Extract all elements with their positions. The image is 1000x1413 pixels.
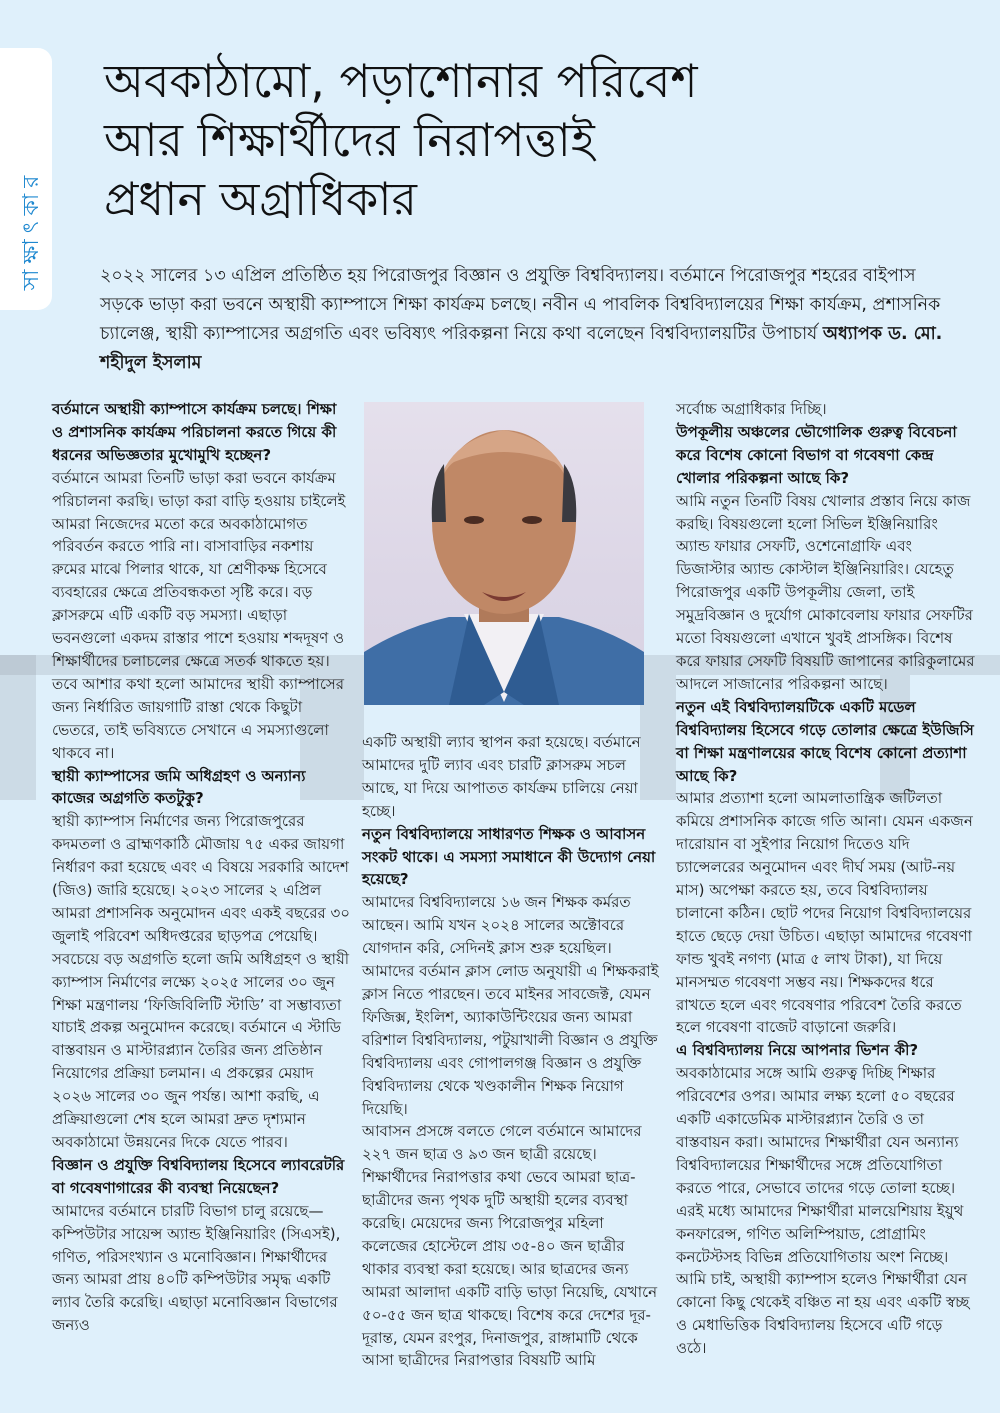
answer: বর্তমানে আমরা তিনটি ভাড়া করা ভবনে কার্যক্রম পরিচালনা করছি। ভাড়া করা বাড়ি হওয়ায় চাইলেই আমরা নিজেদের মতো করে অবকাঠামোগত পরিবর্তন করতে পারি না। বাসাবাড়ির নকশায় রুমের মাঝে পিলার থাকে, যা শ্রেণীকক্ষ হিসেবে ব্যবহারের ক্ষেত্রে প্রতিবন্ধকতা সৃষ্টি করে। বড় ক্লাসরুমে এটি একটি বড় সমস্যা। এছাড়া ভবনগুলো একদম রাস্তার পাশে হওয়ায় শব্দদূষণ ও শিক্ষার্থীদের চলাচলের ক্ষেত্রে সতর্ক থাকতে হয়। তবে আশার কথা হলো আমাদের স্থায়ী ক্যাম্পাসের জন্য নির্ধারিত জায়গাটি রাস্তা থেকে কিছুটা ভেতরে, তাই ভবিষ্যতে সেখানে এ সমস্যাগুলো থাকবে না।	[52, 468, 346, 762]
answer: স্থায়ী ক্যাম্পাস নির্মাণের জন্য পিরোজপুরের কদমতলা ও ব্রাহ্মণকাঠি মৌজায় ৭৫ একর জায়গা নির্ধারণ করা হয়েছে এবং এ বিষয়ে সরকারি আদেশ (জিও) জারি হয়েছে। ২০২৩ সালের ২ এপ্রিল আমরা প্রশাসনিক অনুমোদন এবং একই বছরের ৩০ জুলাই পরিবেশ অধিদপ্তরের ছাড়পত্র পেয়েছি।	[52, 812, 350, 945]
intro-text: ২০২২ সালের ১৩ এপ্রিল প্রতিষ্ঠিত হয় পিরোজপুর বিজ্ঞান ও প্রযুক্তি বিশ্ববিদ্যালয়। বর্তমানে পিরোজপুর শহরের বাইপাস সড়কে ভাড়া করা ভবনে অস্থায়ী ক্যাম্পাসে শিক্ষা কার্যক্রম চলছে। নবীন এ পাবলিক বিশ্ববিদ্যালয়ের শিক্ষা কার্যক্রম, প্রশাসনিক চ্যালেঞ্জ, স্থায়ী ক্যাম্পাসের অগ্রগতি এবং ভবিষ্যৎ পরিকল্পনা নিয়ে কথা বলেছেন বিশ্ববিদ্যালয়টির উপাচার্য	[100, 266, 941, 344]
question: বর্তমানে অস্থায়ী ক্যাম্পাসে কার্যক্রম চলছে। শিক্ষা ও প্রশাসনিক কার্যক্রম পরিচালনা করতে গিয়ে কী ধরনের অভিজ্ঞতার মুখোমুখি হচ্ছেন?	[52, 400, 337, 464]
answer: আবাসন প্রসঙ্গে বলতে গেলে বর্তমানে আমাদের ২২৭ জন ছাত্র ও ৯৩ জন ছাত্রী রয়েছে। শিক্ষার্থীদের নিরাপত্তার কথা ভেবে আমরা ছাত্র-ছাত্রীদের জন্য পৃথক দুটি অস্থায়ী হলের ব্যবস্থা করেছি। মেয়েদের জন্য পিরোজপুর মহিলা কলেজের হোস্টেলে প্রায় ৩৫-৪০ জন ছাত্রীর থাকার ব্যবস্থা করা হয়েছে। আর ছাত্রদের জন্য আমরা আলাদা একটি বাড়ি ভাড়া নিয়েছি, যেখানে ৫০-৫৫ জন ছাত্র থাকছে। বিশেষ করে দেশের দূর-দূরান্ত, যেমন রংপুর, দিনাজপুর, রাঙ্গামাটি থেকে আসা ছাত্রীদের নিরাপত্তার বিষয়টি আমি	[362, 1122, 658, 1370]
answer: আমি নতুন তিনটি বিষয় খোলার প্রস্তাব নিয়ে কাজ করছি। বিষয়গুলো হলো সিভিল ইঞ্জিনিয়ারিং অ্যান্ড ফায়ার সেফটি, ওশেনোগ্রাফি এবং ডিজাস্টার অ্যান্ড কোস্টাল ইঞ্জিনিয়ারিং। যেহেতু পিরোজপুর একটি উপকূলীয় জেলা, তাই সমুদ্রবিজ্ঞান ও দুর্যোগ মোকাবেলায় ফায়ার সেফটির মতো বিষয়গুলো এখানে খুবই প্রাসঙ্গিক। বিশেষ করে ফায়ার সেফটি বিষয়টি জাপানের কারিকুলামের আদলে সাজানোর পরিকল্পনা আছে।	[676, 491, 975, 693]
answer: আমাদের বিশ্ববিদ্যালয়ে ১৬ জন শিক্ষক কর্মরত আছেন। আমি যখন ২০২৪ সালের অক্টোবরে যোগদান করি, সেদিনই ক্লাস শুরু হয়েছিল। আমাদের বর্তমান ক্লাস লোড অনুযায়ী এ শিক্ষকরাই ক্লাস নিতে পারছেন। তবে মাইনর সাবজেক্ট, যেমন ফিজিক্স, ইংলিশ, অ্যাকাউন্টিংয়ের জন্য আমরা বরিশাল বিশ্ববিদ্যালয়, পটুয়াখালী বিজ্ঞান ও প্রযুক্তি বিশ্ববিদ্যালয় এবং গোপালগঞ্জ বিজ্ঞান ও প্রযুক্তি বিশ্ববিদ্যালয় থেকে খণ্ডকালীন শিক্ষক নিয়োগ দিয়েছি।	[362, 893, 659, 1118]
column-3	[676, 398, 976, 1360]
intro-paragraph	[100, 262, 960, 378]
section-label: সাক্ষাৎকার	[19, 169, 44, 291]
column-2	[362, 731, 662, 1372]
answer: অবকাঠামোর সঙ্গে আমি গুরুত্ব দিচ্ছি শিক্ষার পরিবেশের ওপর। আমার লক্ষ্য হলো ৫০ বছরের একটি একাডেমিক মাস্টারপ্ল্যান তৈরি ও তা বাস্তবায়ন করা। আমাদের শিক্ষার্থীরা যেন অন্যান্য বিশ্ববিদ্যালয়ের শিক্ষার্থীদের সঙ্গে প্রতিযোগিতা করতে পারে, সেভাবে তাদের গড়ে তোলা হচ্ছে। এরই মধ্যে আমাদের শিক্ষার্থীরা মালয়েশিয়ায় ইয়ুথ কনফারেন্স, গণিত অলিম্পিয়াড, প্রোগ্রামিং কনটেস্টসহ বিভিন্ন প্রতিযোগিতায় অংশ নিচ্ছে। আমি চাই, অস্থায়ী ক্যাম্পাস হলেও শিক্ষার্থীরা যেন কোনো কিছু থেকেই বঞ্চিত না হয় এবং একটি স্বচ্ছ ও মেধাভিত্তিক বিশ্ববিদ্যালয় হিসেবে এটি গড়ে ওঠে।	[676, 1064, 970, 1358]
question: এ বিশ্ববিদ্যালয় নিয়ে আপনার ভিশন কী?	[676, 1041, 919, 1060]
portrait-image	[364, 402, 644, 705]
headline-line-2: আর শিক্ষার্থীদের নিরাপত্তাই	[104, 113, 595, 167]
question: স্থায়ী ক্যাম্পাসের জমি অধিগ্রহণ ও অন্যান্য কাজের অগ্রগতি কতটুকু?	[52, 766, 306, 808]
answer: সবচেয়ে বড় অগ্রগতি হলো জমি অধিগ্রহণ ও স্থায়ী ক্যাম্পাস নির্মাণের লক্ষ্যে ২০২৫ সালের ৩০ জুন শিক্ষা মন্ত্রণালয় ‘ফিজিবিলিটি স্টাডি’ বা সম্ভাব্যতা যাচাই প্রকল্প অনুমোদন করেছে। বর্তমানে এ স্টাডি বাস্তবায়ন ও মাস্টারপ্ল্যান তৈরির জন্য প্রতিষ্ঠান নিয়োগের প্রক্রিয়া চলমান। এ প্রকল্পের মেয়াদ ২০২৬ সালের ৩০ জুন পর্যন্ত। আশা করছি, এ প্রক্রিয়াগুলো শেষ হলে আমরা দ্রুত দৃশ্যমান অবকাঠামো উন্নয়নের দিকে যেতে পারব।	[52, 949, 350, 1151]
interviewee-name: অধ্যাপক ড. মো. শহীদুল ইসলাম	[100, 324, 943, 373]
interviewee-photo	[364, 402, 644, 705]
answer: সর্বোচ্চ অগ্রাধিকার দিচ্ছি।	[676, 400, 827, 418]
headline	[104, 52, 964, 229]
question: উপকূলীয় অঞ্চলের ভৌগোলিক গুরুত্ব বিবেচনা করে বিশেষ কোনো বিভাগ বা গবেষণা কেন্দ্র খোলার পরিকল্পনা আছে কি?	[676, 422, 957, 487]
column-1	[52, 398, 352, 1337]
question: বিজ্ঞান ও প্রযুক্তি বিশ্ববিদ্যালয় হিসেবে ল্যাবরেটরি বা গবেষণাগারের কী ব্যবস্থা নিয়েছেন?	[52, 1155, 345, 1197]
answer: আমাদের বর্তমানে চারটি বিভাগ চালু রয়েছে—কম্পিউটার সায়েন্স অ্যান্ড ইঞ্জিনিয়ারিং (সিএসই), গণিত, পরিসংখ্যান ও মনোবিজ্ঞান। শিক্ষার্থীদের জন্য আমরা প্রায় ৪০টি কম্পিউটার সমৃদ্ধ একটি ল্যাব তৈরি করেছি। এছাড়া মনোবিজ্ঞান বিভাগের জন্যও	[52, 1201, 341, 1335]
question: নতুন এই বিশ্ববিদ্যালয়টিকে একটি মডেল বিশ্ববিদ্যালয় হিসেবে গড়ে তোলার ক্ষেত্রে ইউজিসি বা শিক্ষা মন্ত্রণালয়ের কাছে বিশেষ কোনো প্রত্যাশা আছে কি?	[676, 697, 974, 785]
section-tab	[0, 48, 52, 310]
question: নতুন বিশ্ববিদ্যালয়ে সাধারণত শিক্ষক ও আবাসন সংকট থাকে। এ সমস্যা সমাধানে কী উদ্যোগ নেয়া হয়েছে?	[362, 824, 656, 889]
headline-line-3: প্রধান অগ্রাধিকার	[104, 172, 417, 226]
headline-line-1: অবকাঠামো, পড়াশোনার পরিবেশ	[104, 54, 698, 108]
answer: আমার প্রত্যাশা হলো আমলাতান্ত্রিক জটিলতা কমিয়ে প্রশাসনিক কাজে গতি আনা। যেমন একজন দারোয়ান বা সুইপার নিয়োগ দিতেও যদি চ্যান্সেলরের অনুমোদন এবং দীর্ঘ সময় (আট-নয় মাস) অপেক্ষা করতে হয়, তবে বিশ্ববিদ্যালয় চালানো কঠিন। ছোট পদের নিয়োগ বিশ্ববিদ্যালয়ের হাতে ছেড়ে দেয়া উচিত। এছাড়া আমাদের গবেষণা ফান্ড খুবই নগণ্য (মাত্র ৫ লাখ টাকা), যা দিয়ে মানসম্মত গবেষণা সম্ভব নয়। শিক্ষকদের ধরে রাখতে হলে এবং গবেষণার পরিবেশ তৈরি করতে হলে গবেষণা বাজেট বাড়ানো জরুরি।	[676, 789, 973, 1037]
answer: একটি অস্থায়ী ল্যাব স্থাপন করা হয়েছে। বর্তমানে আমাদের দুটি ল্যাব এবং চারটি ক্লাসরুম সচল আছে, যা দিয়ে আপাতত কার্যক্রম চালিয়ে নেয়া হচ্ছে।	[362, 733, 641, 820]
